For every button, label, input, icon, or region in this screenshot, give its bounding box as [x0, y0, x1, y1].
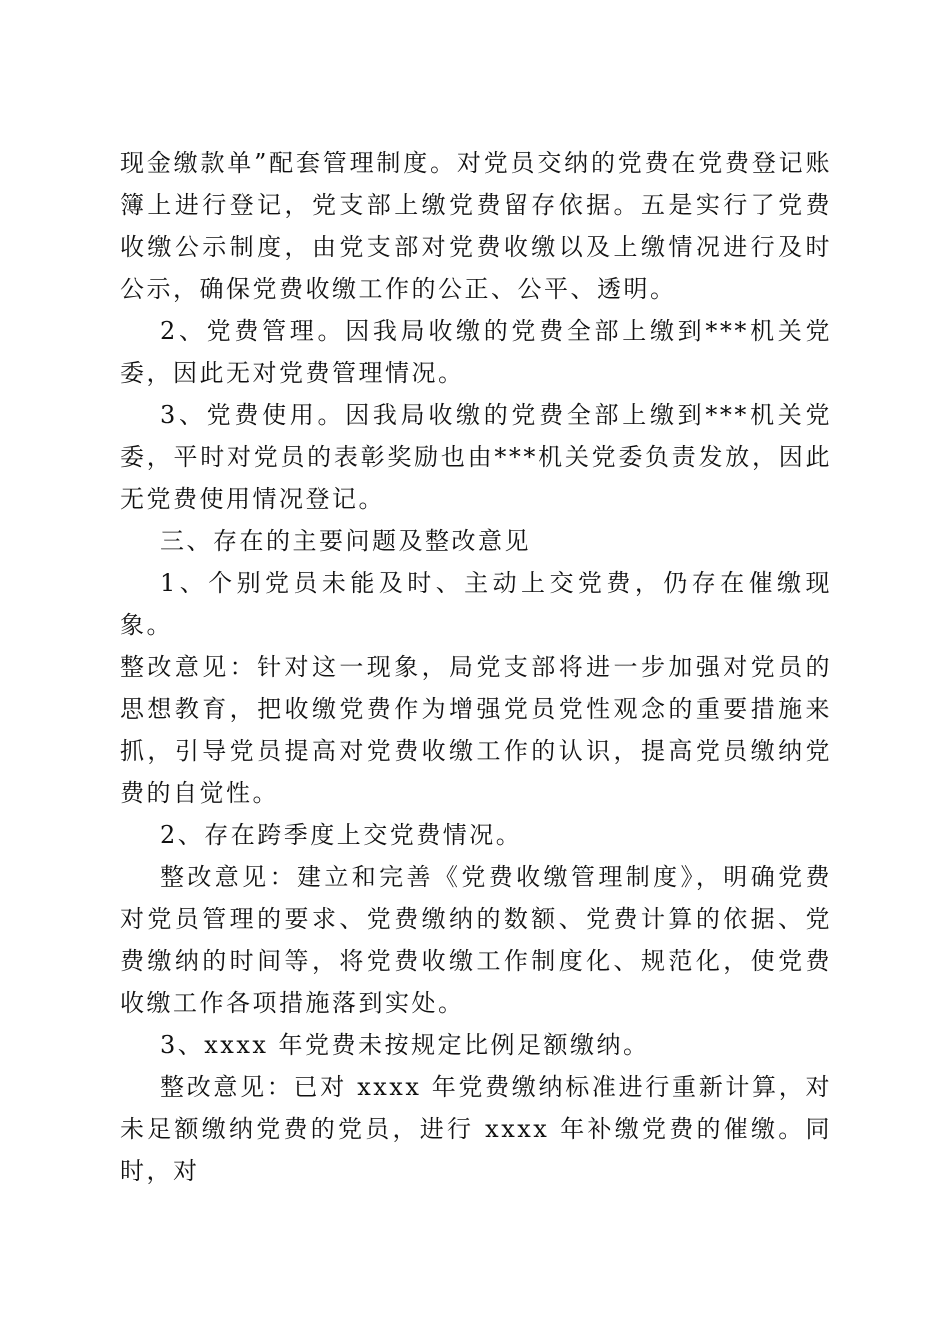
- paragraph-rectification-3: 整改意见：已对 xxxx 年党费缴纳标准进行重新计算，对未足额缴纳党费的党员，进行 xxxx 年补缴党费的催缴。同时，对: [120, 1073, 832, 1185]
- paragraph-problem-3: 3、xxxx 年党费未按规定比例足额缴纳。: [160, 1031, 650, 1059]
- paragraph-problem-1: 1、个别党员未能及时、主动上交党费，仍存在催缴现象。: [120, 569, 832, 639]
- paragraph-rectification-2: 整改意见：建立和完善《党费收缴管理制度》，明确党费对党员管理的要求、党费缴纳的数额、党费计算的依据、党费缴纳的时间等，将党费收缴工作制度化、规范化，使党费收缴工作各项措施落到实处。: [120, 863, 832, 1017]
- paragraph-rectification-1: 整改意见：针对这一现象，局党支部将进一步加强对党员的思想教育，把收缴党费作为增强党员党性观念的重要措施来抓，引导党员提高对党费收缴工作的认识，提高党员缴纳党费的自觉性。: [120, 653, 832, 807]
- document-body: [120, 142, 832, 1192]
- paragraph-continuation: 现金缴款单”配套管理制度。对党员交纳的党费在党费登记账簿上进行登记，党支部上缴党费留存依据。五是实行了党费收缴公示制度，由党支部对党费收缴以及上缴情况进行及时公示，确保党费收缴工作的公正、公平、透明。: [120, 149, 832, 303]
- paragraph-dues-management: 2、党费管理。因我局收缴的党费全部上缴到***机关党委，因此无对党费管理情况。: [120, 317, 832, 387]
- section-heading-problems: 三、存在的主要问题及整改意见: [160, 527, 531, 555]
- paragraph-problem-2: 2、存在跨季度上交党费情况。: [160, 821, 523, 849]
- paragraph-dues-usage: 3、党费使用。因我局收缴的党费全部上缴到***机关党委，平时对党员的表彰奖励也由***机关党委负责发放，因此无党费使用情况登记。: [120, 401, 832, 513]
